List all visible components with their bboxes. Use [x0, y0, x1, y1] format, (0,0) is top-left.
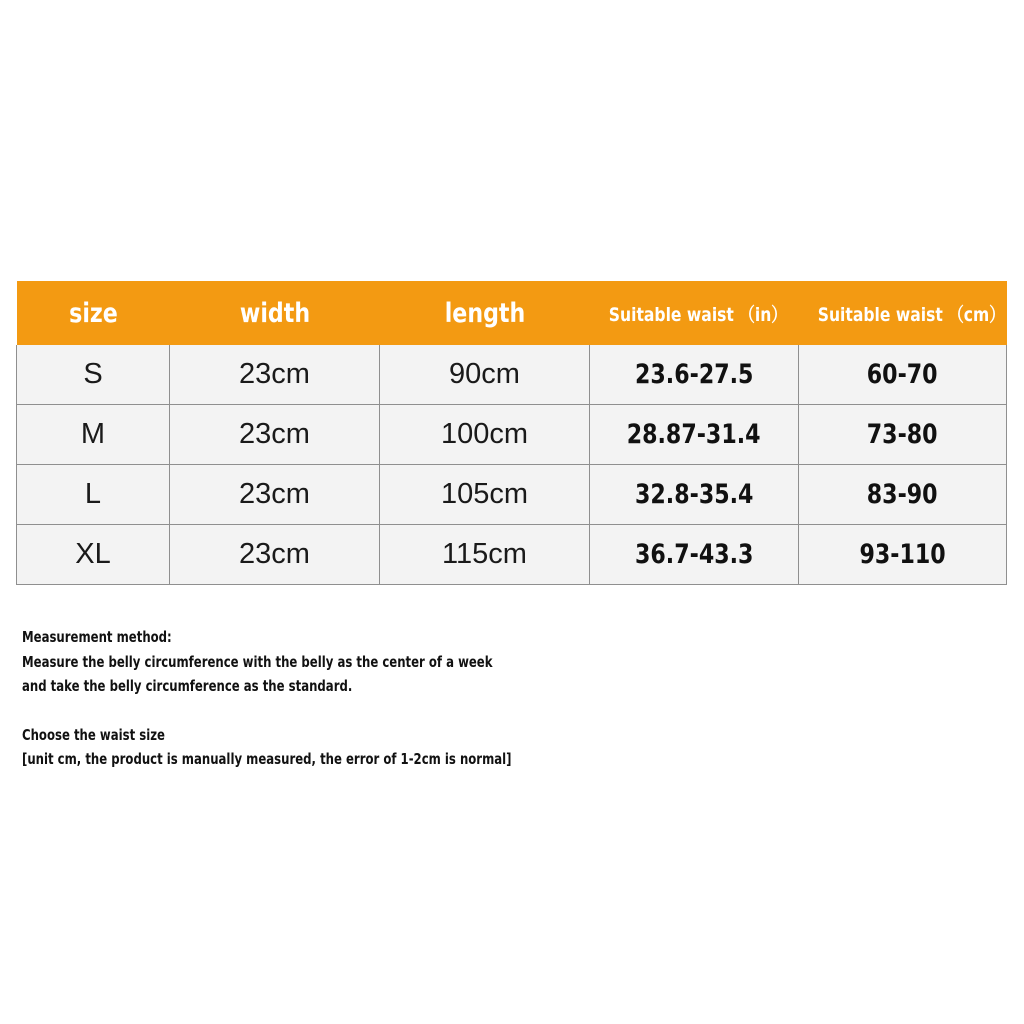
table-row	[17, 405, 1007, 465]
header-width: width	[239, 297, 310, 329]
choose-note: [unit cm, the product is manually measured, the error of 1-2cm is normal]	[22, 750, 512, 768]
cell-waist-cm: 73-80	[867, 419, 938, 450]
cell-size: M	[17, 405, 170, 465]
header-waist-cm: Suitable waist （cm）	[817, 303, 1005, 326]
cell-length: 90cm	[380, 345, 590, 405]
cell-waist-cm: 93-110	[859, 539, 946, 570]
table-row	[17, 345, 1007, 405]
cell-waist-cm-wrap	[799, 405, 1007, 465]
cell-waist-cm-wrap	[799, 465, 1007, 525]
cell-waist-cm-wrap	[799, 525, 1007, 585]
cell-waist-in: 28.87-31.4	[627, 419, 761, 450]
cell-waist-cm: 60-70	[867, 359, 938, 390]
method-line-1: Measure the belly circumference with the belly as the center of a week	[22, 652, 493, 671]
cell-waist-cm: 83-90	[867, 479, 938, 510]
cell-width: 23cm	[170, 405, 380, 465]
measurement-notes	[22, 625, 724, 772]
cell-length: 105cm	[380, 465, 590, 525]
header-length: length	[444, 297, 525, 329]
method-title: Measurement method:	[22, 628, 172, 646]
cell-waist-in-wrap	[590, 405, 799, 465]
table-row	[17, 525, 1007, 585]
notes-spacer	[22, 699, 724, 723]
cell-length: 100cm	[380, 405, 590, 465]
cell-size: S	[17, 345, 170, 405]
header-size: size	[68, 297, 118, 329]
cell-width: 23cm	[170, 525, 380, 585]
method-line-2: and take the belly circumference as the standard.	[22, 677, 353, 695]
size-table	[16, 281, 1007, 585]
choose-title: Choose the waist size	[22, 725, 165, 744]
cell-waist-in: 23.6-27.5	[634, 359, 754, 390]
cell-width: 23cm	[170, 345, 380, 405]
header-waist-in: Suitable waist （in）	[608, 303, 787, 326]
cell-width: 23cm	[170, 465, 380, 525]
cell-waist-in-wrap	[590, 525, 799, 585]
cell-waist-in: 36.7-43.3	[634, 539, 754, 570]
cell-waist-in: 32.8-35.4	[634, 479, 754, 510]
cell-size: L	[17, 465, 170, 525]
header-row	[17, 281, 1007, 345]
cell-length: 115cm	[380, 525, 590, 585]
cell-size: XL	[17, 525, 170, 585]
table-row	[17, 465, 1007, 525]
table-body	[17, 345, 1007, 585]
cell-waist-in-wrap	[590, 465, 799, 525]
table-header	[17, 281, 1007, 345]
cell-waist-cm-wrap	[799, 345, 1007, 405]
cell-waist-in-wrap	[590, 345, 799, 405]
